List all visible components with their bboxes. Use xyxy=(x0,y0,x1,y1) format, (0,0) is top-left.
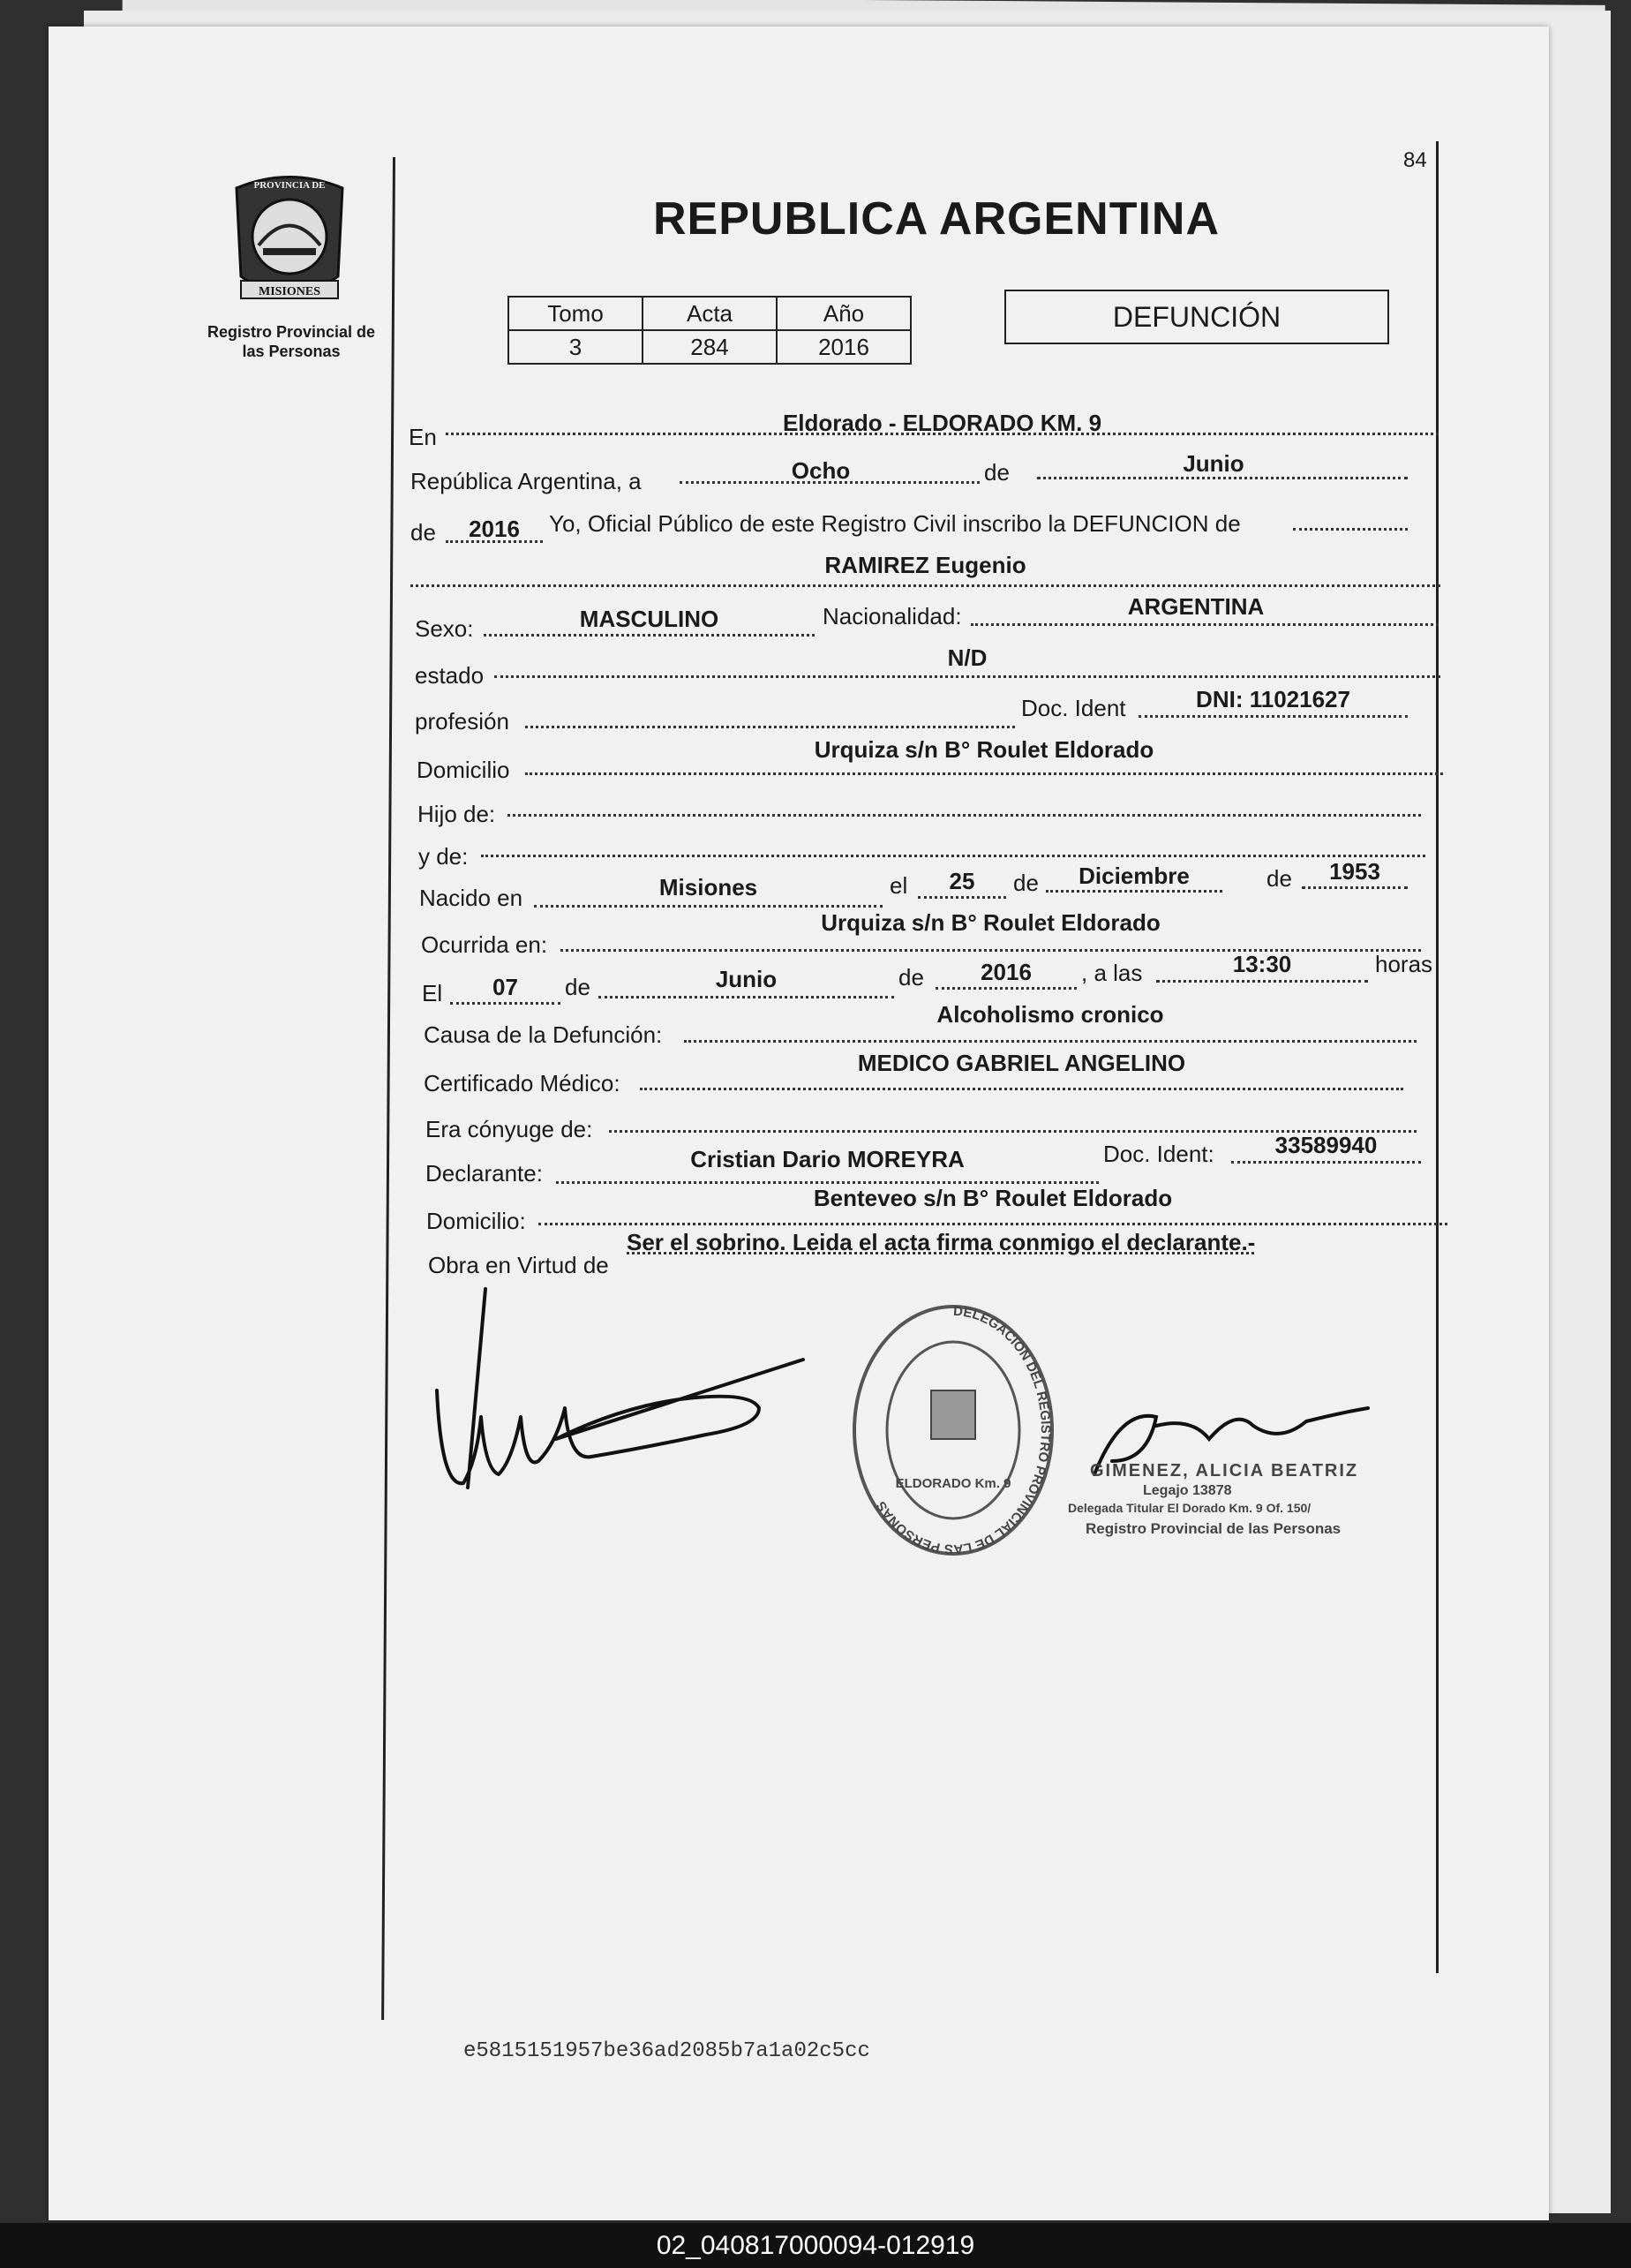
label-domicilio-2: Domicilio: xyxy=(426,1208,526,1234)
value-nac-anio: 1953 xyxy=(1329,858,1380,885)
official-role: Delegada Titular El Dorado Km. 9 Of. 150/ xyxy=(1068,1501,1312,1515)
value-lugar: Eldorado - ELDORADO KM. 9 xyxy=(782,410,1102,436)
value-def-anio: 2016 xyxy=(981,959,1032,985)
value-obra: Ser el sobrino. Leida el acta firma conmigo el declarante.- xyxy=(627,1229,1256,1255)
value-declarante: Cristian Dario MOREYRA xyxy=(690,1146,965,1172)
label-de-5: de xyxy=(565,974,590,1000)
value-dni: DNI: 11021627 xyxy=(1196,686,1350,712)
footer-id: 02_040817000094-012919 xyxy=(0,2223,1631,2268)
org-name: Registro Provincial de las Personas xyxy=(207,323,376,360)
acta-value-tomo: 3 xyxy=(508,330,643,364)
value-nac-mes: Diciembre xyxy=(1079,863,1190,889)
label-de-4: de xyxy=(1266,865,1292,892)
value-def-mes: Junio xyxy=(715,966,778,992)
acta-table xyxy=(507,296,912,365)
label-certificado: Certificado Médico: xyxy=(424,1070,620,1096)
label-y-de: y de: xyxy=(418,843,469,870)
value-domicilio: Urquiza s/n B° Roulet Eldorado xyxy=(814,736,1154,763)
official-stamp xyxy=(843,1289,1064,1571)
label-nacido-en: Nacido en xyxy=(419,885,523,911)
value-mes-inscripcion: Junio xyxy=(1183,450,1244,477)
label-profesion: profesión xyxy=(415,708,509,735)
page-title: REPUBLICA ARGENTINA xyxy=(653,193,1221,245)
label-doc-ident-2: Doc. Ident: xyxy=(1103,1141,1214,1167)
label-de-2: de xyxy=(410,519,436,546)
value-nac-dia: 25 xyxy=(949,868,975,894)
provincial-emblem-icon xyxy=(228,170,351,307)
value-certificado: MEDICO GABRIEL ANGELINO xyxy=(857,1050,1186,1076)
svg-text:PROVINCIA DE: PROVINCIA DE xyxy=(253,180,326,191)
svg-text:ELDORADO Km. 9: ELDORADO Km. 9 xyxy=(895,1476,1011,1491)
label-sexo: Sexo: xyxy=(415,615,474,642)
declarant-signature xyxy=(415,1285,830,1505)
acta-header-acta: Acta xyxy=(643,297,777,330)
value-anio-inscripcion: 2016 xyxy=(469,516,520,542)
label-republica: República Argentina, a xyxy=(410,468,642,494)
value-causa: Alcoholismo cronico xyxy=(936,1001,1164,1028)
value-sexo: MASCULINO xyxy=(579,606,719,632)
label-hijo-de: Hijo de: xyxy=(417,801,496,827)
value-nacido-en: Misiones xyxy=(658,874,758,900)
value-declarante-domicilio: Benteveo s/n B° Roulet Eldorado xyxy=(813,1185,1173,1211)
label-obra: Obra en Virtud de xyxy=(428,1252,609,1278)
label-causa: Causa de la Defunción: xyxy=(424,1021,663,1048)
label-ocurrida-en: Ocurrida en: xyxy=(421,931,548,958)
page-number: 84 xyxy=(1403,148,1427,172)
label-estado: estado xyxy=(415,662,485,689)
acta-value-acta: 284 xyxy=(643,330,777,364)
value-estado: N/D xyxy=(947,644,988,671)
label-en: En xyxy=(409,424,437,450)
label-a-las: , a las xyxy=(1081,960,1143,986)
label-domicilio: Domicilio xyxy=(417,757,510,783)
official-org: Registro Provincial de las Personas xyxy=(1086,1520,1342,1537)
value-def-dia: 07 xyxy=(492,974,518,1000)
label-horas: horas xyxy=(1375,951,1433,977)
svg-text:DELEGACION DEL REGISTRO PROVIN: DELEGACION DEL REGISTRO PROVINCIAL DE LAS PERSONAS xyxy=(873,1303,1053,1557)
label-nacionalidad: Nacionalidad: xyxy=(823,603,962,629)
label-conyuge: Era cónyuge de: xyxy=(425,1116,593,1142)
acta-header-tomo: Tomo xyxy=(508,297,643,330)
document-hash: e5815151957be36ad2085b7a1a02c5cc xyxy=(463,2039,870,2063)
label-de-6: de xyxy=(898,964,924,991)
svg-text:MISIONES: MISIONES xyxy=(258,285,321,298)
value-dia-inscripcion: Ocho xyxy=(791,457,851,484)
official-name: GIMENEZ, ALICIA BEATRIZ xyxy=(1090,1461,1359,1481)
value-declarante-doc: 33589940 xyxy=(1274,1132,1378,1158)
value-def-hora: 13:30 xyxy=(1232,951,1292,977)
label-de-3: de xyxy=(1013,870,1039,896)
record-type-box: DEFUNCIÓN xyxy=(1004,290,1389,344)
label-el: El xyxy=(422,980,443,1006)
value-nacionalidad: ARGENTINA xyxy=(1127,593,1265,620)
label-doc-ident: Doc. Ident xyxy=(1021,695,1126,721)
label-el-lower: el xyxy=(890,872,908,899)
acta-value-anio: 2016 xyxy=(777,330,911,364)
value-ocurrida-en: Urquiza s/n B° Roulet Eldorado xyxy=(821,909,1161,936)
official-legajo: Legajo 13878 xyxy=(1143,1483,1232,1498)
label-declarante: Declarante: xyxy=(425,1160,543,1187)
label-yo-text: Yo, Oficial Público de este Registro Civil inscribo la DEFUNCION de xyxy=(549,510,1241,537)
acta-header-anio: Año xyxy=(777,297,911,330)
label-de-1: de xyxy=(984,459,1010,486)
value-nombre: RAMIREZ Eugenio xyxy=(824,552,1026,578)
